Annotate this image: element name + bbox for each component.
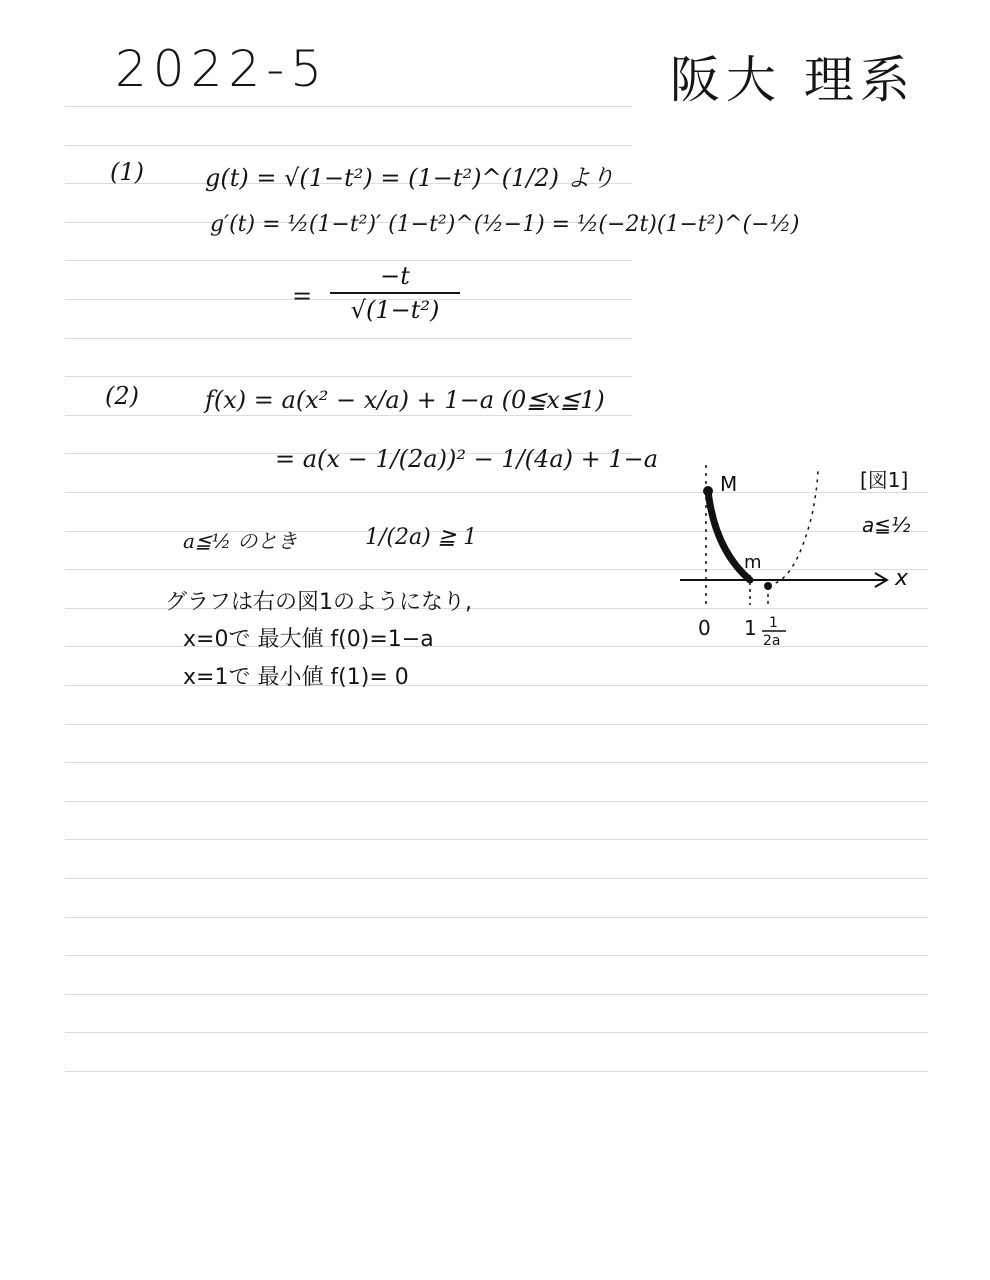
tick-vertex-den: 2a — [763, 633, 781, 649]
parabola-dotted-branch — [768, 467, 818, 585]
axis-label-x: x — [895, 566, 909, 591]
problem-number: 2022-5 — [115, 40, 329, 98]
ruled-line — [65, 801, 928, 802]
part2-max-text: x=0で 最大値 f(0)=1−a — [183, 627, 434, 652]
fraction-bar — [330, 292, 460, 294]
part2-min-text: x=1で 最小値 f(1)= 0 — [183, 665, 409, 690]
tick-1: 1 — [744, 616, 757, 640]
tick-0: 0 — [698, 616, 711, 640]
ruled-line — [65, 762, 928, 763]
part1-line3-equals: = — [292, 282, 313, 310]
figure-condition: a≦½ — [862, 513, 911, 537]
part2-line1: f(x) = a(x² − x/a) + 1−a (0≦x≦1) — [205, 386, 605, 414]
part1-line3-fraction — [330, 262, 460, 324]
label-m: m — [744, 552, 762, 573]
part1-label: (1) — [110, 158, 144, 186]
fraction-denominator: √(1−t²) — [350, 296, 440, 324]
part2-graph-text: グラフは右の図1のようになり, — [165, 590, 472, 615]
fraction-numerator: −t — [380, 262, 410, 290]
ruled-line — [65, 1071, 928, 1072]
label-M: M — [720, 472, 738, 496]
part2-condition: a≦½ のとき — [183, 529, 298, 553]
part1-line2: g′(t) = ½(1−t²)′ (1−t²)^(½−1) = ½(−2t)(1−t²)^(−½) — [210, 212, 800, 237]
figure-title: [図1] — [860, 468, 909, 492]
ruled-line — [65, 376, 632, 377]
part2-line2: = a(x − 1/(2a))² − 1/(4a) + 1−a — [275, 445, 659, 473]
ruled-line — [65, 878, 928, 879]
max-point — [703, 486, 713, 496]
ruled-line — [65, 106, 632, 107]
exam-source: 阪大 理系 — [670, 51, 916, 109]
ruled-line — [65, 1032, 928, 1033]
ruled-line — [65, 955, 928, 956]
ruled-line — [65, 839, 928, 840]
part2-condition-result: 1/(2a) ≧ 1 — [365, 525, 478, 550]
part1-line1: g(t) = √(1−t²) = (1−t²)^(1/2) より — [205, 164, 615, 192]
ruled-line — [65, 145, 632, 146]
tick-vertex-num: 1 — [769, 615, 778, 631]
figure-1-graph — [670, 455, 970, 655]
vertex-point — [764, 582, 772, 590]
ruled-line — [65, 724, 928, 725]
ruled-line — [65, 338, 632, 339]
ruled-line — [65, 994, 928, 995]
part2-label: (2) — [105, 382, 139, 410]
ruled-line — [65, 917, 928, 918]
ruled-line — [65, 415, 632, 416]
